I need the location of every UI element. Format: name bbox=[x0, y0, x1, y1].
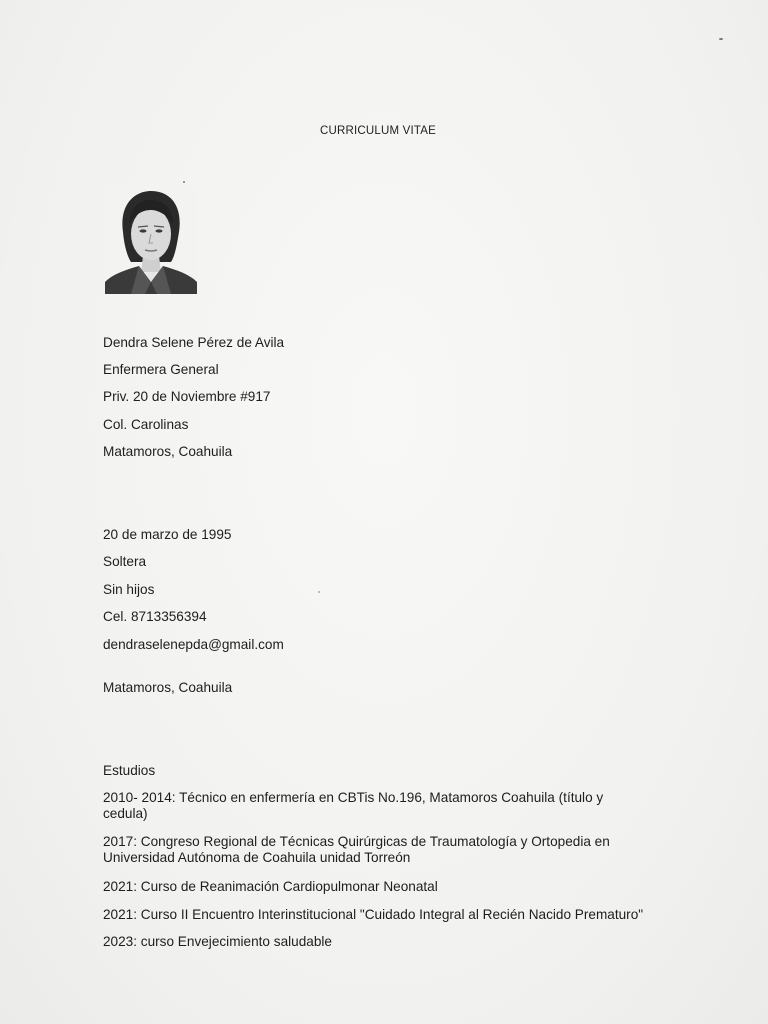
study-item: 2010- 2014: Técnico en enfermería en CBTis No.196, Matamoros Coahuila (título y cedula) bbox=[103, 790, 604, 821]
city-text: Matamoros, Coahuila bbox=[103, 444, 233, 459]
scan-speck bbox=[719, 38, 723, 40]
location-text: Matamoros, Coahuila bbox=[103, 680, 233, 695]
scan-speck bbox=[183, 181, 185, 183]
study-item: 2021: Curso de Reanimación Cardiopulmonar Neonatal bbox=[103, 879, 438, 894]
email-text: dendraselenepda@gmail.com bbox=[103, 637, 284, 652]
name-text: Dendra Selene Pérez de Avila bbox=[103, 335, 285, 350]
study-item: 2017: Congreso Regional de Técnicas Quirúrgicas de Traumatología y Ortopedia en Universidad Autónoma de Coahuila unidad Torreón bbox=[103, 834, 610, 865]
studies-heading: Estudios bbox=[103, 763, 156, 778]
street-text: Priv. 20 de Noviembre #917 bbox=[103, 389, 271, 404]
scan-speck bbox=[318, 591, 320, 593]
profession-text: Enfermera General bbox=[103, 362, 219, 377]
phone-text: Cel. 8713356394 bbox=[103, 609, 207, 624]
colony-text: Col. Carolinas bbox=[103, 417, 189, 432]
children-text: Sin hijos bbox=[103, 582, 155, 597]
study-item: 2023: curso Envejecimiento saludable bbox=[103, 934, 332, 949]
document-title: CURRICULUM VITAE bbox=[319, 125, 437, 137]
marital-status-text: Soltera bbox=[103, 554, 147, 569]
profile-photo bbox=[105, 186, 197, 294]
birth-date-text: 20 de marzo de 1995 bbox=[103, 527, 232, 542]
study-item: 2021: Curso II Encuentro Interinstitucional "Cuidado Integral al Recién Nacido Prematuro" bbox=[103, 907, 644, 922]
